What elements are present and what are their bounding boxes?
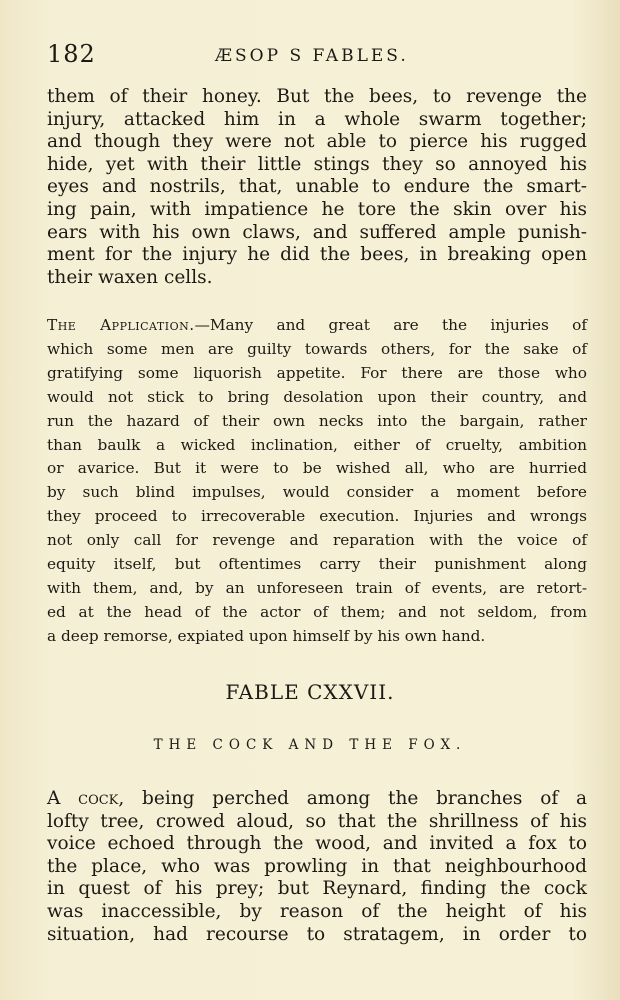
- text-line: run the hazard of their own necks into the bargain, rather: [47, 411, 587, 430]
- application-text: —Many and great are the injuries of: [194, 316, 587, 334]
- text-line: [47, 788, 587, 811]
- text-line: injury, attacked him in a whole swarm together;: [47, 108, 587, 130]
- application-section: [47, 314, 587, 649]
- running-head: ÆSOP S FABLES.: [215, 46, 409, 66]
- first-line-text: being perched among the branches of a: [124, 788, 587, 809]
- text-line: situation, had recourse to stratagem, in order to: [47, 923, 587, 945]
- text-line: or avarice. But it were to be wished all, who are hurried: [47, 459, 587, 478]
- text-line: ed at the head of the actor of them; and not seldom, from: [47, 602, 587, 621]
- text-line: the place, who was prowling in that neighbourhood: [47, 855, 587, 877]
- text-line: ears with his own claws, and suffered ample punish-: [47, 221, 587, 243]
- paragraph-bottom: [47, 788, 587, 946]
- text-line: in quest of his prey; but Reynard, finding the cock: [47, 878, 587, 900]
- text-line: not only call for revenge and reparation with the voice of: [47, 531, 587, 550]
- text-line: ing pain, with impatience he tore the skin over his: [47, 198, 587, 220]
- text-line: which some men are guilty towards others, for the sake of: [47, 339, 587, 358]
- paragraph-top: [47, 86, 587, 289]
- text-line: was inaccessible, by reason of the height of his: [47, 900, 587, 922]
- page-header: [47, 40, 587, 72]
- text-line: them of their honey. But the bees, to revenge the: [47, 86, 587, 107]
- text-line: a deep remorse, expiated upon himself by his own hand.: [47, 626, 486, 645]
- text-line: with them, and, by an unforeseen train of events, are retort-: [47, 578, 587, 597]
- text-line: voice echoed through the wood, and invited a fox to: [47, 833, 587, 855]
- text-line: they proceed to irrecoverable execution. Injuries and wrongs: [47, 507, 587, 526]
- fable-subtitle: THE COCK AND THE FOX.: [153, 737, 467, 753]
- text-line: than baulk a wicked inclination, either of cruelty, ambition: [47, 435, 587, 454]
- text-line: hide, yet with their little stings they so annoyed his: [47, 153, 587, 175]
- text-line: ment for the injury he did the bees, in breaking open: [47, 244, 587, 266]
- text-line: lofty tree, crowed aloud, so that the shrillness of his: [47, 810, 587, 832]
- text-line: and though they were not able to pierce his rugged: [47, 131, 587, 153]
- text-line: by such blind impulses, would consider a moment before: [47, 483, 587, 502]
- text-line: would not stick to bring desolation upon their country, and: [47, 387, 587, 406]
- page-number: 182: [47, 40, 96, 68]
- text-line: equity itself, but oftentimes carry their punishment along: [47, 555, 587, 574]
- text-line: [47, 314, 587, 338]
- fable-title: FABLE CXXVII.: [225, 680, 395, 704]
- opening-words: A cock,: [47, 788, 125, 809]
- text-line: eyes and nostrils, that, unable to endure the smart-: [47, 176, 587, 198]
- application-heading: The Application.: [47, 316, 195, 334]
- text-line: their waxen cells.: [47, 266, 213, 288]
- text-line: gratifying some liquorish appetite. For there are those who: [47, 363, 587, 382]
